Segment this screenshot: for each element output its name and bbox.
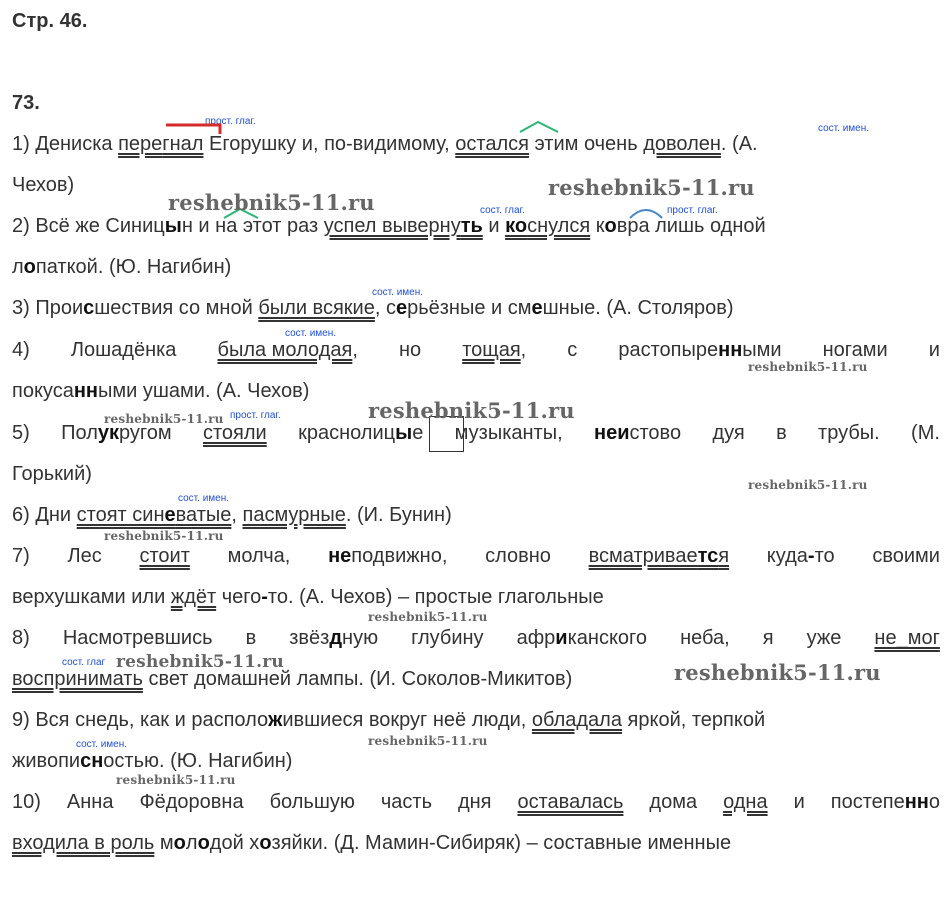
predicate-type-note: сост. имен. (285, 328, 337, 339)
site-watermark: reshebnik5-11.ru (168, 190, 375, 215)
prefix-mark (166, 122, 226, 136)
text-line-15: 9) Вся снедь, как и расположившиеся вокруг неё люди, обладала яркой, терпкой (12, 709, 766, 731)
page-header: Стр. 46. (12, 10, 88, 32)
text-line-8: 5) Полукругом стояли краснолицые музыканты, неистово дуя в трубы. (М. (12, 422, 940, 444)
text-line-2: Чехов) (12, 174, 75, 196)
suffix-mark (628, 204, 668, 220)
text-line-17: 10) Анна Фёдоровна большую часть дня оставалась дома одна и постепенно (12, 791, 940, 813)
site-watermark: reshebnik5-11.ru (748, 360, 868, 374)
exercise-number: 73. (12, 92, 40, 114)
predicate-type-note: сост. глаг. (480, 205, 525, 216)
site-watermark: reshebnik5-11.ru (116, 773, 236, 787)
site-watermark: reshebnik5-11.ru (674, 660, 881, 685)
site-watermark: reshebnik5-11.ru (116, 652, 284, 672)
text-line-9: Горький) (12, 463, 92, 485)
site-watermark: reshebnik5-11.ru (368, 610, 488, 624)
text-line-11: 7) Лес стоит молча, неподвижно, словно всматривается куда-то своими (12, 545, 940, 567)
predicate-type-note: сост. глаг (62, 657, 106, 668)
text-line-13: 8) Насмотревшись в звёздную глубину африканского неба, я уже не_мог (12, 627, 940, 649)
predicate-type-note: сост. имен. (818, 123, 870, 134)
predicate-type-note: прост. глаг. (667, 205, 718, 216)
text-line-5: 3) Происшествия со мной были всякие, серьёзные и смешные. (А. Столяров) (12, 297, 734, 319)
text-line-1: 1) Дениска перегнал Егорушку и, по-видимому, остался этим очень доволен. (А. (12, 133, 758, 155)
text-line-7: покусанными ушами. (А. Чехов) (12, 380, 310, 402)
text-line-3: 2) Всё же Синицын и на этот раз успел вывернуть и коснулся ковра лишь одной (12, 215, 766, 237)
text-line-12: верхушками или ждёт чего-то. (А. Чехов) – простые глагольные (12, 586, 604, 608)
site-watermark: reshebnik5-11.ru (104, 412, 224, 426)
predicate-type-note: сост. имен. (178, 493, 230, 504)
text-line-14: воспринимать свет домашней лампы. (И. Соколов-Микитов) (12, 668, 573, 690)
text-line-10: 6) Дни стоят синеватые, пасмурные. (И. Бунин) (12, 504, 452, 526)
site-watermark: reshebnik5-11.ru (104, 529, 224, 543)
site-watermark: reshebnik5-11.ru (368, 734, 488, 748)
text-line-16: живописностью. (Ю. Нагибин) (12, 750, 293, 772)
site-watermark: reshebnik5-11.ru (548, 175, 755, 200)
predicate-type-note: прост. глаг. (205, 116, 256, 127)
predicate-type-note: сост. имен. (372, 287, 424, 298)
text-line-6: 4) Лошадёнка была молодая, но тощая, с растопыренными ногами и (12, 339, 940, 361)
predicate-type-note: прост. глаг. (230, 410, 281, 421)
site-watermark: reshebnik5-11.ru (748, 478, 868, 492)
text-line-18: входила в роль молодой хозяйки. (Д. Мамин-Сибиряк) – составные именные (12, 832, 732, 854)
root-mark (518, 120, 562, 134)
site-watermark: reshebnik5-11.ru (368, 398, 575, 423)
text-line-4: лопаткой. (Ю. Нагибин) (12, 256, 232, 278)
predicate-type-note: сост. имен. (76, 739, 128, 750)
